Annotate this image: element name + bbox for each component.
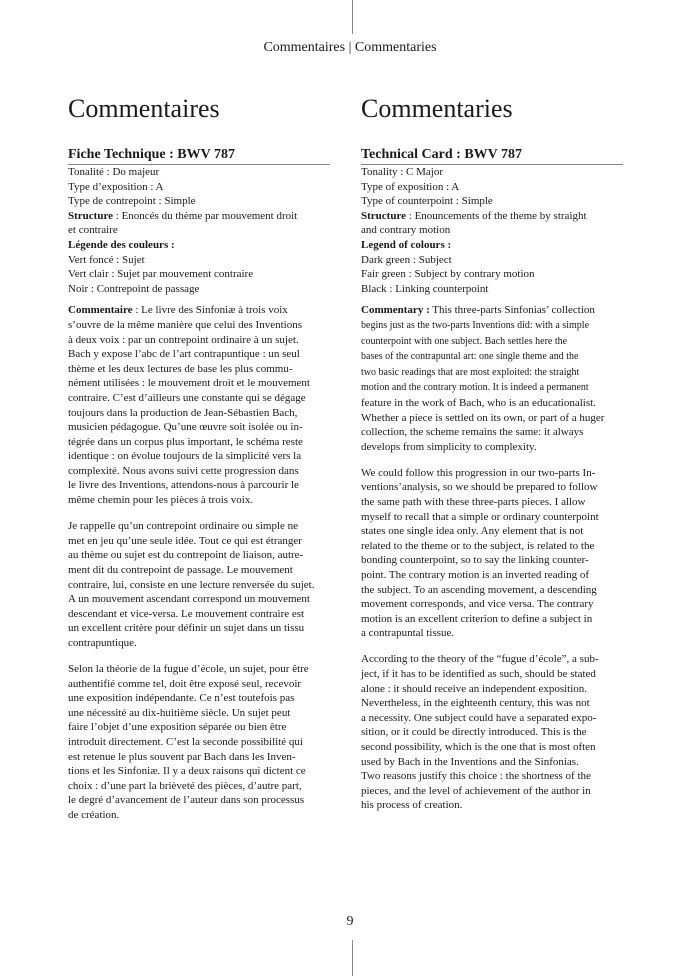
- text-line: à deux voix : par un contrepoint ordinaire à un sujet.: [68, 333, 299, 346]
- text-line: second possibility, which is the one that is most often: [361, 740, 596, 753]
- text-line: begins just as the two-parts Inventions did: with a simple: [361, 319, 590, 331]
- text-line: faire l’objet d’une exposition séparée ou bien être: [68, 721, 287, 734]
- text-line: Whether a piece is settled on its own, or part of a huger: [361, 411, 605, 424]
- top-center-rule: [352, 0, 353, 34]
- text-line: A un mouvement ascendant correspond un mouvement: [68, 593, 310, 606]
- english-title: Commentaries: [361, 94, 513, 123]
- card-line: Vert clair : Sujet par mouvement contraire: [68, 268, 254, 281]
- text-line: contraire. C’est d’ailleurs une constante qui se dégage: [68, 391, 306, 404]
- paragraph-lead: Commentaire: [68, 304, 133, 317]
- text-line: related to the theme or to the subject, is related to the: [361, 539, 595, 552]
- text-line: Two reasons justify this choice : the shortness of the: [361, 770, 591, 783]
- english-paragraph-2: [361, 466, 629, 641]
- text-line: Selon la théorie de la fugue d’école, un sujet, pour être: [68, 663, 309, 675]
- french-paragraph-1: [68, 303, 336, 507]
- text-line: his process of creation.: [361, 799, 463, 812]
- text-line: identique : on évolue toujours de la simplicité vers la: [68, 450, 302, 463]
- card-line: Tonality : C Major: [361, 166, 444, 178]
- text-line: myself to recall that a simple or ordinary counterpoint: [361, 510, 599, 523]
- text-line: même chemin pour les pièces à trois voix.: [68, 494, 254, 507]
- text-line: a necessity. One subject could have a separated expo-: [361, 711, 597, 724]
- text-line: the subject. To an ascending movement, a descending: [361, 583, 597, 596]
- text-line: alone : it should receive an independent exposition.: [361, 682, 588, 695]
- card-line: Vert foncé : Sujet: [68, 253, 145, 266]
- text-line: used by Bach in the Inventions and the Sinfonias.: [361, 755, 579, 768]
- paragraph-lead: Commentary :: [361, 304, 430, 317]
- text-line: met en jeu qu’une seule idée. Tout ce qui est étranger: [68, 534, 302, 547]
- text-line: point. The contrary motion is an inverted reading of: [361, 568, 589, 581]
- card-line: and contrary motion: [361, 224, 451, 237]
- card-line: Black : Linking counterpoint: [361, 282, 489, 295]
- text-line: We could follow this progression in our two-parts In-: [361, 466, 596, 479]
- english-paragraph-3: [361, 652, 629, 813]
- text-line: musicien pédagogue. Qu’une œuvre soit isolée ou in-: [68, 421, 303, 434]
- text-line: ject, if it has to be identified as such, should be stated: [361, 668, 596, 680]
- text-line: Commentaire : Le livre des Sinfoniæ à trois voix: [68, 304, 288, 317]
- text-line: pieces, and the level of achievement of the author in: [361, 784, 591, 797]
- text-line: two basic readings that are most exploited: the straight: [361, 366, 580, 378]
- card-line: Type d’exposition : A: [68, 180, 164, 193]
- card-line: Structure : Enouncements of the theme by straight: [361, 209, 587, 222]
- card-line: Noir : Contrepoint de passage: [68, 282, 200, 295]
- english-paragraph-1: [361, 303, 629, 454]
- french-card-title: Fiche Technique : BWV 787: [68, 147, 330, 165]
- card-line: [361, 238, 629, 253]
- text-line: une exposition indépendante. Ce n’est toutefois pas: [68, 692, 295, 705]
- text-line: s’ouvre de la même manière que celui des Inventions: [68, 318, 302, 331]
- french-title: Commentaires: [68, 94, 220, 123]
- text-line: complexité. Nous avons suivi cette progression dans: [68, 464, 299, 477]
- card-line: Dark green : Subject: [361, 253, 452, 266]
- english-card-lines: [361, 165, 629, 296]
- card-line: [68, 238, 336, 253]
- card-line: Type of exposition : A: [361, 180, 460, 193]
- text-line: toujours dans la production de Jean-Sébastien Bach,: [68, 406, 298, 419]
- text-line: feature in the work of Bach, who is an educationalist.: [361, 396, 596, 409]
- french-paragraph-3: [68, 662, 336, 823]
- text-line: According to the theory of the “fugue d’école”, a sub-: [361, 653, 599, 666]
- text-line: Je rappelle qu’un contrepoint ordinaire ou simple ne: [68, 520, 299, 533]
- french-paragraph-2: [68, 519, 336, 650]
- text-line: une nécessité au dix-huitième siècle. Un sujet peut: [68, 706, 291, 719]
- legend-label: Légende des couleurs :: [68, 238, 175, 251]
- structure-label: Structure: [361, 209, 407, 222]
- text-line: tions et les Sinfoniæ. Il y a deux raisons qui dictent ce: [68, 765, 306, 778]
- card-line: et contraire: [68, 224, 118, 237]
- text-line: bonding counterpoint, so to say the linking counter-: [361, 554, 589, 567]
- text-line: contraire, lui, consiste en une lecture renversée du sujet.: [68, 578, 315, 591]
- text-line: motion and the contrary motion. It is indeed a permanent: [361, 382, 589, 394]
- text-line: sition, or it could be directly introduced. This is the: [361, 726, 587, 739]
- text-line: tégrée dans un corpus plus important, le schéma reste: [68, 435, 303, 448]
- text-line: au thème ou sujet est du contrepoint de liaison, autre-: [68, 549, 304, 562]
- text-line: collection, the scheme remains the same: it always: [361, 426, 584, 439]
- card-line: Tonalité : Do majeur: [68, 166, 160, 178]
- text-line: introduit directement. C’est la seconde possibilité qui: [68, 735, 303, 748]
- card-line: Fair green : Subject by contrary motion: [361, 268, 535, 281]
- french-card-lines: [68, 165, 336, 296]
- card-line: Type of counterpoint : Simple: [361, 195, 493, 208]
- text-line: states one single idea only. Any element that is not: [361, 525, 584, 538]
- english-card-title: Technical Card : BWV 787: [361, 147, 623, 165]
- text-line: ventions’analysis, so we should be prepared to follow: [361, 481, 598, 494]
- text-line: est retenue le plus souvent par Bach dans les Inven-: [68, 750, 296, 763]
- text-line: Bach y expose l’abc de l’art contrapuntique : un seul: [68, 348, 300, 361]
- english-column: [361, 92, 629, 813]
- text-line: le degré d’avancement de l’auteur dans son processus: [68, 794, 305, 807]
- page-number: 9: [346, 914, 354, 929]
- text-line: counterpoint with one subject. Bach settles here the: [361, 335, 568, 347]
- text-line: descendant et vice-versa. Le mouvement contraire est: [68, 607, 305, 620]
- text-line: Nevertheless, in the eighteenth century, this was not: [361, 697, 590, 710]
- text-line: Commentary : This three-parts Sinfonias’ collection: [361, 304, 595, 317]
- text-line: choix : d’une part la brièveté des pièces, d’autre part,: [68, 779, 302, 792]
- text-line: the same path with these three-parts pieces. I allow: [361, 495, 586, 508]
- text-line: authentifié comme tel, doit être exposé seul, recevoir: [68, 677, 302, 690]
- legend-label: Legend of colours :: [361, 238, 452, 251]
- card-line: Structure : Enoncés du thème par mouvement droit: [68, 209, 298, 222]
- text-line: movement corresponds, and vice versa. The contrary: [361, 598, 594, 611]
- text-line: thème et les deux lectures de base les plus commu-: [68, 362, 293, 375]
- text-line: de création.: [68, 808, 120, 821]
- text-line: nément utilisées : le mouvement droit et le mouvement: [68, 377, 310, 390]
- text-line: bases of the contrapuntal art: one single theme and the: [361, 351, 579, 363]
- structure-label: Structure: [68, 209, 114, 222]
- text-line: motion is an excellent criterion to define a subject in: [361, 612, 593, 625]
- text-line: un excellent critère pour définir un sujet dans un tissu: [68, 622, 305, 635]
- running-head: Commentaires | Commentaries: [263, 40, 437, 55]
- text-line: develops from simplicity to complexity.: [361, 440, 537, 453]
- text-line: contrapuntique.: [68, 636, 137, 649]
- text-line: ment dit du contrepoint de passage. Le mouvement: [68, 563, 293, 576]
- text-line: a contrapuntal tissue.: [361, 627, 455, 640]
- bottom-center-rule: [352, 940, 353, 976]
- card-line: Type de contrepoint : Simple: [68, 195, 196, 208]
- text-line: le livre des Inventions, attendons-nous à parcourir le: [68, 479, 299, 492]
- french-column: [68, 92, 336, 823]
